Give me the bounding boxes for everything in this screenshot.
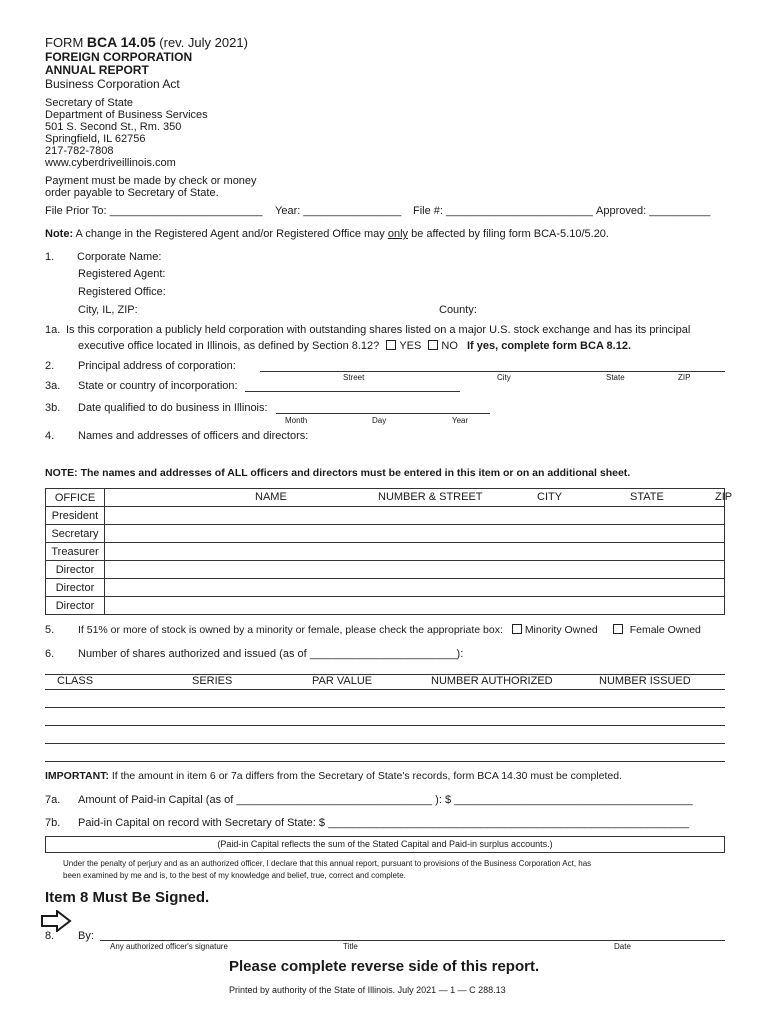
address-headers xyxy=(105,489,733,507)
year-field[interactable]: Year: ________________ xyxy=(275,205,402,217)
shares-header-rule xyxy=(45,689,725,690)
zip-caption: ZIP xyxy=(678,373,691,382)
arrow-right-icon xyxy=(40,910,72,932)
principal-address-field[interactable] xyxy=(260,371,725,372)
street-caption: Street xyxy=(343,373,365,382)
city-header: CITY xyxy=(537,491,563,503)
item-number: 4. xyxy=(45,430,55,442)
paid-in-capital-record-field[interactable]: Paid-in Capital on record with Secretary of State: $ ___________________________________________________________ xyxy=(78,817,690,829)
file-prior-field[interactable]: File Prior To: _________________________ xyxy=(45,205,263,217)
corporate-name-label: Corporate Name: xyxy=(77,251,162,263)
shares-entry-line[interactable] xyxy=(45,725,725,726)
no-label: NO xyxy=(441,340,458,352)
female-owned-checkbox[interactable] xyxy=(613,624,623,634)
office-cell: Treasurer xyxy=(46,543,105,561)
ownership-question xyxy=(78,624,701,636)
form-number: BCA 14.05 xyxy=(86,34,156,50)
officers-note: NOTE: The names and addresses of ALL officers and directors must be entered in this item or on an additional sheet. xyxy=(45,467,631,479)
par-value-header: PAR VALUE xyxy=(312,675,373,687)
qualification-date-field[interactable] xyxy=(276,413,490,414)
item-number: 6. xyxy=(45,648,55,660)
class-header: CLASS xyxy=(57,675,94,687)
paid-in-capital-field[interactable]: Amount of Paid-in Capital (as of ________________________________ ): $ _______________________________________ xyxy=(78,794,693,806)
minority-owned-checkbox[interactable] xyxy=(512,624,522,634)
yes-checkbox[interactable] xyxy=(386,340,396,350)
note-emphasis: only xyxy=(387,228,409,240)
month-caption: Month xyxy=(285,416,308,425)
item-number: 2. xyxy=(45,360,55,372)
form-number-line xyxy=(45,34,248,50)
note-label: Note: xyxy=(45,228,74,240)
item-number: 8. xyxy=(45,930,55,942)
item8-heading: Item 8 Must Be Signed. xyxy=(45,889,210,906)
form-revision: (rev. July 2021) xyxy=(159,35,248,50)
county-label: County: xyxy=(439,304,477,316)
important-text: If the amount in item 6 or 7a differs from the Secretary of State's records, form BCA 14.30 must be completed. xyxy=(108,770,623,782)
city-caption: City xyxy=(497,373,511,382)
yes-label: YES xyxy=(399,340,422,352)
table-row xyxy=(46,597,725,615)
shares-label: Number of shares authorized and issued (as of ________________________): xyxy=(78,648,464,660)
public-corp-question: Is this corporation a publicly held corporation with outstanding shares listed on a major U.S. stock exchange and has its principal xyxy=(66,324,691,336)
minority-owned-label: Minority Owned xyxy=(524,624,598,636)
address-line: 501 S. Second St., Rm. 350 xyxy=(45,121,182,133)
incorporation-state-field[interactable] xyxy=(245,391,460,392)
item-number: 3b. xyxy=(45,402,61,414)
perjury-statement-line2: been examined by me and is, to the best of my knowledge and belief, true, correct and complete. xyxy=(63,871,406,880)
office-header: OFFICE xyxy=(46,489,105,507)
officer-entry-field[interactable] xyxy=(105,525,725,543)
registered-agent-label: Registered Agent: xyxy=(78,268,166,280)
question-text: executive office located in Illinois, as defined by Section 8.12? xyxy=(78,340,380,352)
reverse-side-notice: Please complete reverse side of this report. xyxy=(229,958,540,975)
office-cell: Director xyxy=(46,597,105,615)
qualification-date-label: Date qualified to do business in Illinois: xyxy=(78,402,268,414)
office-cell: President xyxy=(46,507,105,525)
table-header-row xyxy=(46,489,725,507)
officers-label: Names and addresses of officers and directors: xyxy=(78,430,309,442)
table-row xyxy=(46,525,725,543)
state-caption: State xyxy=(606,373,625,382)
payment-note-line2: order payable to Secretary of State. xyxy=(45,187,219,199)
office-cell: Director xyxy=(46,561,105,579)
public-corp-question-line2 xyxy=(78,340,631,352)
officer-entry-field[interactable] xyxy=(105,543,725,561)
form-prefix: FORM xyxy=(45,35,84,50)
file-number-field[interactable]: File #: ________________________ xyxy=(413,205,593,217)
date-caption: Date xyxy=(614,942,631,951)
item-number: 7b. xyxy=(45,817,61,829)
registered-agent-note xyxy=(45,228,609,240)
payment-note-line1: Payment must be made by check or money xyxy=(45,175,257,187)
address-line: Department of Business Services xyxy=(45,109,208,121)
signature-caption: Any authorized officer's signature xyxy=(110,942,228,951)
registered-office-label: Registered Office: xyxy=(78,286,166,298)
signature-line[interactable] xyxy=(100,940,725,941)
address-line: Springfield, IL 62756 xyxy=(45,133,146,145)
officer-entry-field[interactable] xyxy=(105,507,725,525)
state-header: STATE xyxy=(630,491,664,503)
officer-entry-field[interactable] xyxy=(105,597,725,615)
by-label: By: xyxy=(78,930,94,942)
paid-in-capital-box xyxy=(45,836,725,853)
no-checkbox[interactable] xyxy=(428,340,438,350)
table-row xyxy=(46,507,725,525)
important-label: IMPORTANT: xyxy=(45,770,109,782)
officer-entry-field[interactable] xyxy=(105,561,725,579)
day-caption: Day xyxy=(372,416,387,425)
table-row xyxy=(46,579,725,597)
website: www.cyberdriveillinois.com xyxy=(45,157,176,169)
number-authorized-header: NUMBER AUTHORIZED xyxy=(431,675,553,687)
street-header: NUMBER & STREET xyxy=(378,491,483,503)
bca-812-instruction: If yes, complete form BCA 8.12. xyxy=(466,340,632,352)
approved-field[interactable]: Approved: __________ xyxy=(596,205,711,217)
item-number: 1a. xyxy=(45,324,61,336)
series-header: SERIES xyxy=(192,675,233,687)
item-number: 7a. xyxy=(45,794,61,806)
ownership-label: If 51% or more of stock is owned by a minority or female, please check the appropriate box: xyxy=(78,624,503,636)
phone-number: 217-782-7808 xyxy=(45,145,114,157)
act-name: Business Corporation Act xyxy=(45,77,180,91)
note-text: A change in the Registered Agent and/or Registered Office may xyxy=(73,228,388,240)
office-cell: Director xyxy=(46,579,105,597)
perjury-statement-line1: Under the penalty of perjury and as an authorized officer, I declare that this annual report, pursuant to provisions of the Business Corporation Act, has xyxy=(63,859,592,868)
form-title-line1: FOREIGN CORPORATION xyxy=(45,50,193,64)
table-row xyxy=(46,543,725,561)
printed-by-footer: Printed by authority of the State of Illinois. July 2021 — 1 — C 288.13 xyxy=(229,985,506,995)
officers-table xyxy=(45,488,733,615)
year-caption: Year xyxy=(452,416,469,425)
female-owned-label: Female Owned xyxy=(629,624,701,636)
shares-entry-line[interactable] xyxy=(45,707,725,708)
principal-address-label: Principal address of corporation: xyxy=(78,360,236,372)
paid-in-capital-note: (Paid-in Capital reflects the sum of the Stated Capital and Paid-in surplus accounts.) xyxy=(217,839,553,849)
name-header: NAME xyxy=(255,491,287,503)
address-line: Secretary of State xyxy=(45,97,134,109)
incorporation-state-label: State or country of incorporation: xyxy=(78,380,238,392)
office-cell: Secretary xyxy=(46,525,105,543)
shares-entry-line[interactable] xyxy=(45,761,725,762)
item-number: 3a. xyxy=(45,380,61,392)
title-caption: Title xyxy=(343,942,358,951)
form-title-line2: ANNUAL REPORT xyxy=(45,63,149,77)
table-row xyxy=(46,561,725,579)
zip-header: ZIP xyxy=(715,491,733,503)
important-note xyxy=(45,770,622,782)
item-number: 1. xyxy=(45,251,55,263)
shares-entry-line[interactable] xyxy=(45,743,725,744)
note-text: be affected by filing form BCA-5.10/5.20. xyxy=(408,228,609,240)
officer-entry-field[interactable] xyxy=(105,579,725,597)
city-zip-label: City, IL, ZIP: xyxy=(78,304,138,316)
number-issued-header: NUMBER ISSUED xyxy=(599,675,691,687)
item-number: 5. xyxy=(45,624,55,636)
